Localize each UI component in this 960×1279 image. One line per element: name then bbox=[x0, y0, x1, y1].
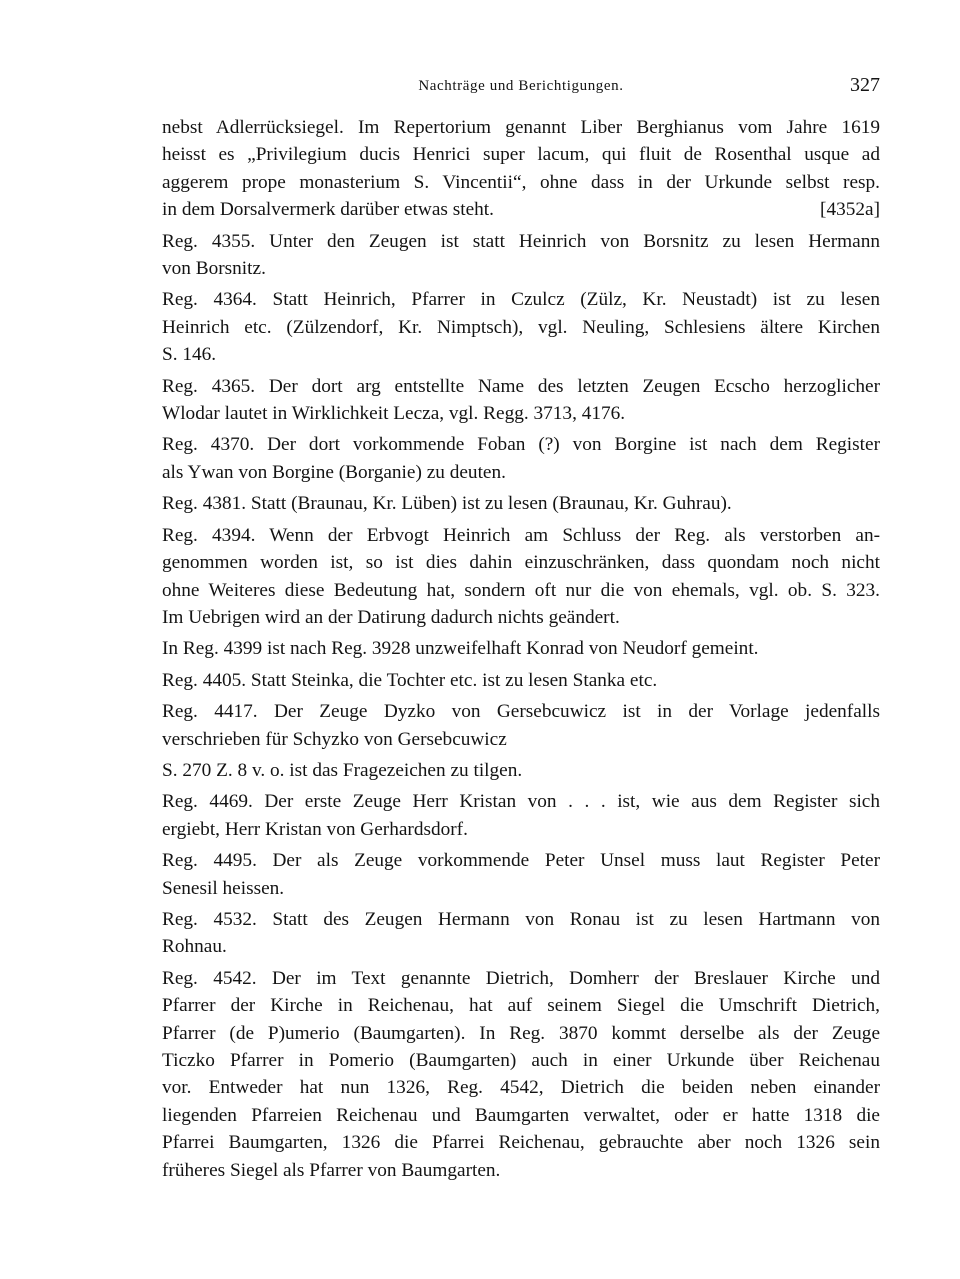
paragraph bbox=[162, 490, 880, 517]
text-line: Pfarrer (de P)umerio (Baumgarten). In Reg. 3870 kommt derselbe als der Zeuge bbox=[162, 1022, 880, 1044]
text-line: liegenden Pfarreien Reichenau und Baumgarten verwaltet, oder er hatte 1318 die bbox=[162, 1104, 880, 1126]
text-line: Reg. 4394. Wenn der Erbvogt Heinrich am Schluss der Reg. als verstorben an- bbox=[162, 524, 880, 546]
text-line: Reg. 4542. Der im Text genannte Dietrich, Domherr der Breslauer Kirche und bbox=[162, 967, 880, 989]
paragraph bbox=[162, 965, 880, 1184]
text-line: nebst Adlerrücksiegel. Im Repertorium genannt Liber Berghianus vom Jahre 1619 bbox=[162, 117, 880, 138]
text-line: früheres Siegel als Pfarrer von Baumgarten. bbox=[162, 1159, 501, 1181]
text-line: Im Uebrigen wird an der Datirung dadurch nichts geändert. bbox=[162, 606, 620, 628]
page-header bbox=[162, 74, 880, 102]
text-line: genommen worden ist, so ist dies dahin einzuschränken, dass quondam noch nicht bbox=[162, 552, 880, 574]
text-line: Reg. 4364. Statt Heinrich, Pfarrer in Czulcz (Zülz, Kr. Neustadt) ist zu lesen bbox=[162, 289, 880, 311]
text-line-with-reference bbox=[162, 196, 880, 223]
paragraph bbox=[162, 667, 880, 694]
paragraph bbox=[162, 757, 880, 784]
text-line: S. 146. bbox=[162, 344, 217, 366]
paragraph bbox=[162, 286, 880, 368]
text-line: in dem Dorsalvermerk darüber etwas steht. bbox=[162, 199, 494, 221]
text-line: Wlodar lautet in Wirklichkeit Lecza, vgl. Regg. 3713, 4176. bbox=[162, 403, 626, 425]
paragraph bbox=[162, 698, 880, 753]
text-line: vor. Entweder hat nun 1326, Reg. 4542, Dietrich die beiden neben einander bbox=[162, 1077, 880, 1099]
text-line: ohne Weiteres diese Bedeutung hat, sondern oft nur die von ehemals, vgl. ob. S. 323. bbox=[162, 579, 880, 601]
text-line: Reg. 4469. Der erste Zeuge Herr Kristan von . . . ist, wie aus dem Register sich bbox=[162, 791, 880, 813]
text-line: als Ywan von Borgine (Borganie) zu deuten. bbox=[162, 461, 506, 483]
paragraph bbox=[162, 847, 880, 902]
paragraph bbox=[162, 788, 880, 843]
text-line: Reg. 4381. Statt (Braunau, Kr. Lüben) ist zu lesen (Braunau, Kr. Guhrau). bbox=[162, 493, 732, 515]
text-line: ergiebt, Herr Kristan von Gerhardsdorf. bbox=[162, 818, 468, 840]
text-line: Rohnau. bbox=[162, 936, 227, 958]
paragraph bbox=[162, 906, 880, 961]
text-line: Reg. 4417. Der Zeuge Dyzko von Gersebcuwicz ist in der Vorlage jedenfalls bbox=[162, 701, 880, 723]
text-line: aggerem prope monasterium S. Vincentii“, ohne dass in der Urkunde selbst resp. bbox=[162, 171, 880, 193]
text-line: Heinrich etc. (Zülzendorf, Kr. Nimptsch), vgl. Neuling, Schlesiens ältere Kirchen bbox=[162, 316, 880, 338]
text-line: Reg. 4355. Unter den Zeugen ist statt Heinrich von Borsnitz zu lesen Hermann bbox=[162, 230, 880, 252]
paragraph bbox=[162, 373, 880, 428]
text-line: heisst es „Privilegium ducis Henrici super lacum, qui fluit de Rosenthal usque ad bbox=[162, 144, 880, 166]
text-line: Reg. 4532. Statt des Zeugen Hermann von Ronau ist zu lesen Hartmann von bbox=[162, 908, 880, 930]
page-body bbox=[162, 114, 880, 1184]
paragraph bbox=[162, 635, 880, 662]
text-line: Reg. 4370. Der dort vorkommende Foban (?) von Borgine ist nach dem Register bbox=[162, 434, 880, 456]
text-line: In Reg. 4399 ist nach Reg. 3928 unzweifelhaft Konrad von Neudorf gemeint. bbox=[162, 638, 759, 660]
text-line: S. 270 Z. 8 v. o. ist das Fragezeichen zu tilgen. bbox=[162, 759, 523, 781]
text-line: von Borsnitz. bbox=[162, 258, 266, 280]
running-head: Nachträge und Berichtigungen. bbox=[418, 78, 624, 94]
text-line: verschrieben für Schyzko von Gersebcuwicz bbox=[162, 728, 507, 750]
text-line: Senesil heissen. bbox=[162, 877, 285, 899]
text-line: Reg. 4405. Statt Steinka, die Tochter etc. ist zu lesen Stanka etc. bbox=[162, 669, 658, 691]
paragraph bbox=[162, 114, 880, 224]
text-line: Reg. 4495. Der als Zeuge vorkommende Peter Unsel muss laut Register Peter bbox=[162, 850, 880, 872]
paragraph bbox=[162, 431, 880, 486]
page-number: 327 bbox=[850, 74, 880, 96]
register-reference: [4352a] bbox=[820, 199, 880, 221]
paragraph bbox=[162, 522, 880, 632]
paragraph bbox=[162, 228, 880, 283]
text-line: Pfarrer der Kirche in Reichenau, hat auf seinem Siegel die Umschrift Dietrich, bbox=[162, 995, 880, 1017]
text-line: Ticzko Pfarrer in Pomerio (Baumgarten) auch in einer Urkunde über Reichenau bbox=[162, 1050, 880, 1071]
text-line: Reg. 4365. Der dort arg entstellte Name des letzten Zeugen Ecscho herzoglicher bbox=[162, 375, 880, 397]
text-line: Pfarrei Baumgarten, 1326 die Pfarrei Reichenau, gebrauchte aber noch 1326 sein bbox=[162, 1132, 880, 1154]
